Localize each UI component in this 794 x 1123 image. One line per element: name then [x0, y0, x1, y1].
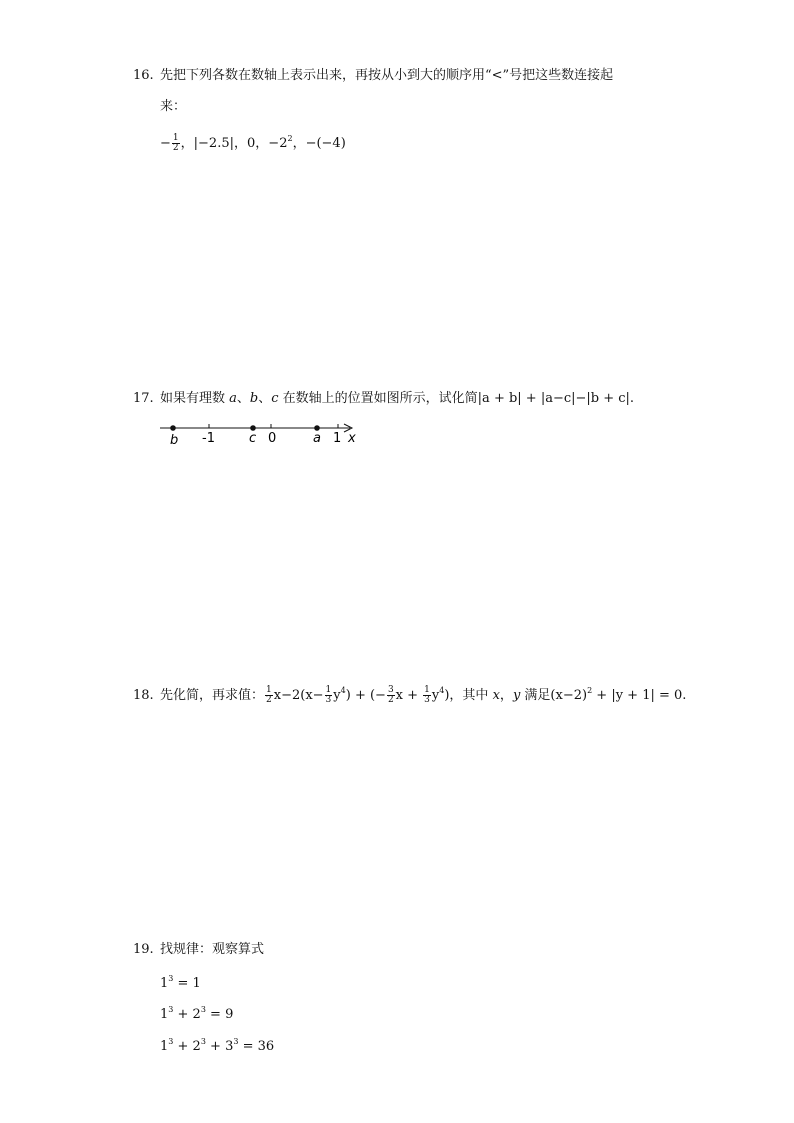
question-number: 18.: [133, 688, 154, 703]
point-c: [250, 425, 256, 431]
question-18: 18. 先化简，再求值： $\frac{1}{2}$ x−2(x− $\frac{1}{3}$ $y^4$) + (− $\frac{3}{2}$ x + $\frac{1}{3}$ $y^4$)，其中 x，y 满足$(x-2)^2 + |y + 1| = 0$.: [133, 685, 687, 705]
equation-line-2: $1^3 + 2^3 = 9$: [160, 1005, 234, 1022]
point-b: [170, 425, 176, 431]
question-title: 找规律：观察算式: [160, 942, 265, 957]
equation-line-1: $1^3 = 1$: [160, 974, 201, 991]
question-19: [133, 941, 264, 959]
fraction: $\frac{3}{2}$: [387, 685, 394, 705]
label-c: c: [249, 431, 257, 446]
question-text: 先把下列各数在数轴上表示出来，再按从小到大的顺序用“<”号把这些数连接起: [160, 68, 614, 83]
label-zero: 0: [268, 431, 277, 446]
question-16-number-list: − $\frac{1}{2}$ ，|−2.5|，0，$-2^2$，−(−4): [160, 133, 346, 153]
equation-line-3: $1^3 + 2^3 + 3^3 = 36$: [160, 1037, 275, 1054]
number-line-figure: [158, 418, 368, 450]
question-number: 19.: [133, 942, 154, 957]
label-x: x: [348, 431, 356, 446]
fraction: $\frac{1}{3}$: [325, 685, 332, 705]
question-16: [133, 67, 613, 85]
question-number: 16.: [133, 68, 154, 83]
label-neg1: -1: [202, 431, 215, 446]
fraction-one-half: $\frac{1}{2}$: [172, 133, 179, 153]
label-b: b: [170, 433, 179, 448]
question-number: 17.: [133, 391, 154, 406]
point-a: [314, 425, 320, 431]
question-16-continued: 来：: [160, 99, 187, 114]
abs-value: |−2.5|: [193, 136, 234, 151]
label-one: 1: [333, 431, 342, 446]
label-a: a: [313, 431, 321, 446]
fraction: $\frac{1}{2}$: [266, 685, 272, 705]
fraction: $\frac{1}{3}$: [424, 685, 430, 705]
question-17: 17. 如果有理数 a、b、c 在数轴上的位置如图所示，试化简|a + b| + |a−c|−|b + c|.: [133, 391, 635, 406]
